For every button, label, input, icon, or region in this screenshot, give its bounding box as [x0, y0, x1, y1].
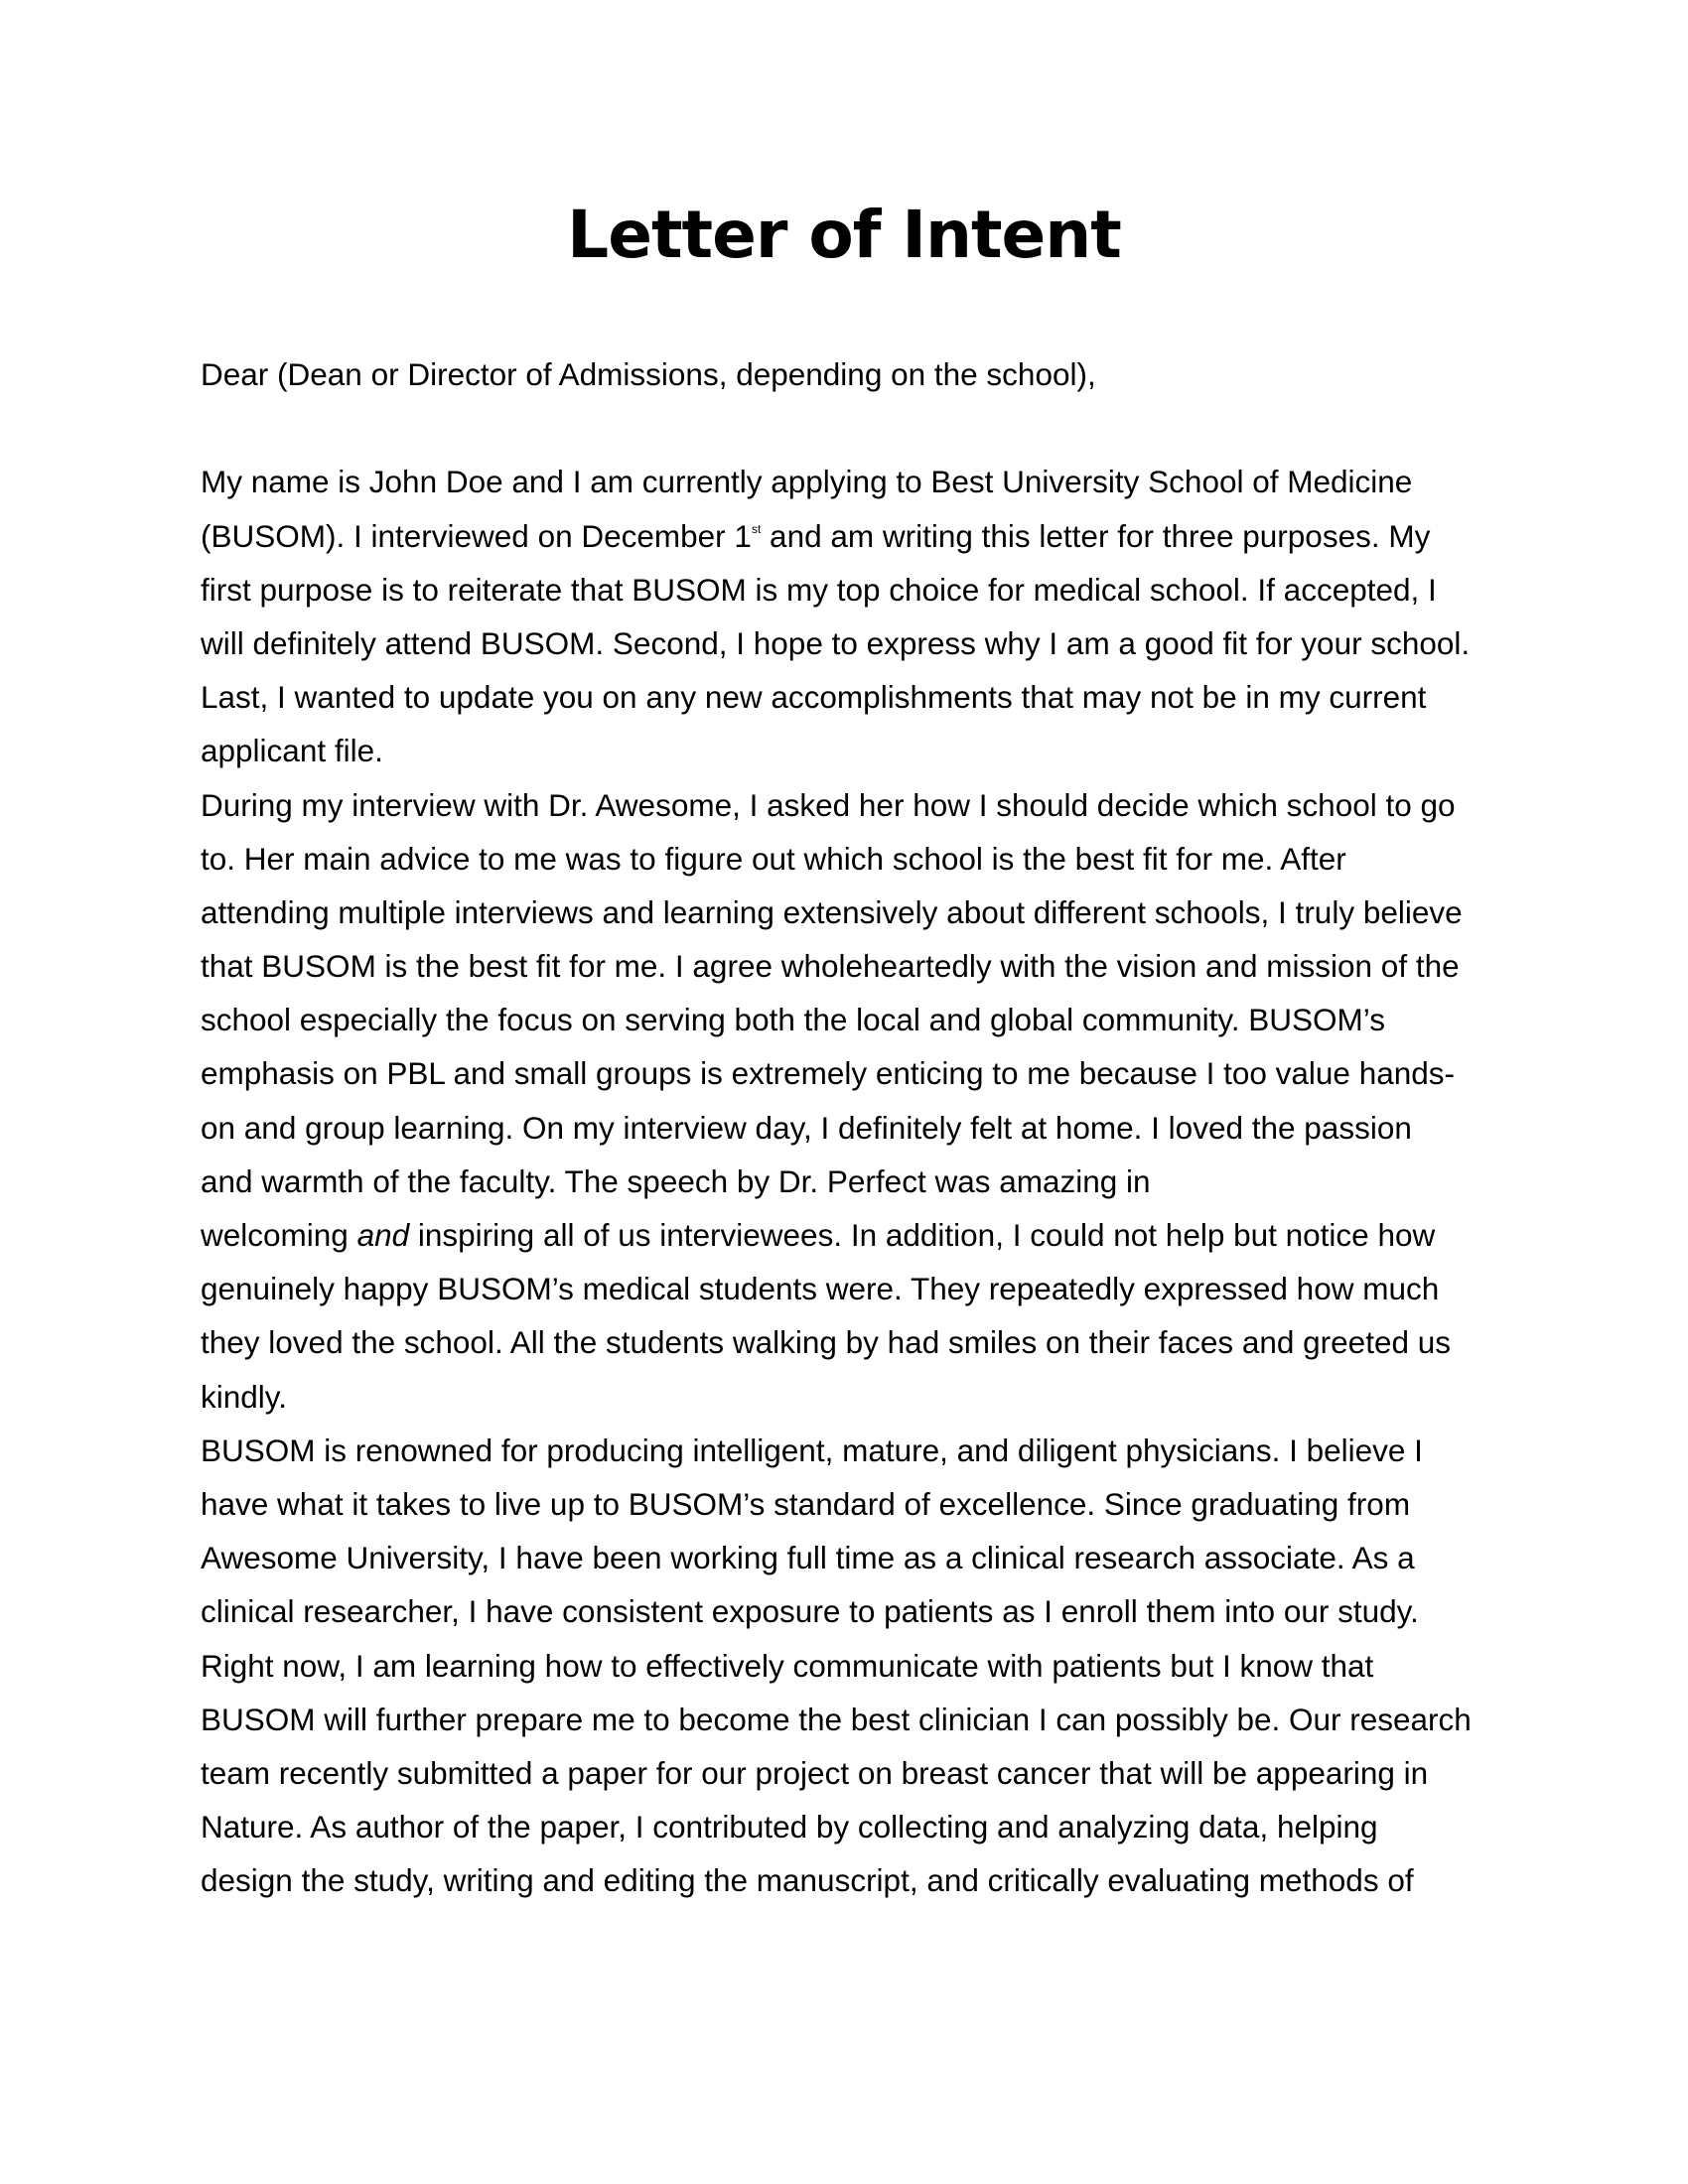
paragraph [201, 455, 1551, 777]
text-line [201, 563, 1551, 616]
text-line [201, 1853, 1551, 1907]
text-segment: and am writing this letter for three purposes. My [761, 517, 1431, 554]
text-segment: BUSOM will further prepare me to become the best clinician I can possibly be. Our research [201, 1701, 1472, 1737]
paragraph-spacer [201, 401, 1551, 455]
text-line [201, 778, 1551, 832]
text-line [201, 1424, 1551, 1477]
text-line [201, 724, 1551, 777]
text-line [201, 1155, 1551, 1208]
text-line [201, 832, 1551, 886]
text-line [201, 1477, 1551, 1531]
text-segment: (BUSOM). I interviewed on December 1 [201, 517, 752, 554]
text-line [201, 1584, 1551, 1638]
text-line [201, 1639, 1551, 1693]
text-segment: genuinely happy BUSOM’s medical students were. They repeatedly expressed how much [201, 1271, 1440, 1307]
text-line [201, 1746, 1551, 1800]
text-segment: on and group learning. On my interview day, I definitely felt at home. I loved the passion [201, 1109, 1412, 1146]
salutation: Dear (Dean or Director of Admissions, depending on the school), [201, 356, 1096, 392]
text-segment: attending multiple interviews and learning extensively about different schools, I truly believe [201, 893, 1463, 930]
paragraph [201, 1424, 1551, 1908]
text-line [201, 670, 1551, 724]
letter-body [201, 347, 1551, 1907]
text-segment: they loved the school. All the students walking by had smiles on their faces and greeted us [201, 1324, 1452, 1361]
text-segment: Awesome University, I have been working full time as a clinical research associate. As a [201, 1540, 1415, 1576]
superscript-text: st [751, 521, 762, 536]
text-segment: to. Her main advice to me was to figure out which school is the best fit for me. After [201, 840, 1346, 877]
text-segment: first purpose is to reiterate that BUSOM is my top choice for medical school. If accepted, I [201, 571, 1437, 608]
text-segment: Right now, I am learning how to effectively communicate with patients but I know that [201, 1647, 1374, 1684]
text-segment: BUSOM is renowned for producing intelligent, mature, and diligent physicians. I believe I [201, 1432, 1423, 1468]
text-segment: welcoming [201, 1217, 357, 1253]
text-line [201, 939, 1551, 993]
text-line [201, 455, 1551, 508]
text-segment: have what it takes to live up to BUSOM’s standard of excellence. Since graduating from [201, 1485, 1411, 1522]
text-segment: will definitely attend BUSOM. Second, I hope to express why I am a good fit for your school. [201, 624, 1471, 661]
text-line [201, 509, 1551, 563]
text-line [201, 1315, 1551, 1369]
text-line [201, 1046, 1551, 1100]
text-segment: applicant file. [201, 733, 383, 769]
text-segment: design the study, writing and editing the manuscript, and critically evaluating methods of [201, 1862, 1414, 1899]
text-segment: and warmth of the faculty. The speech by Dr. Perfect was amazing in [201, 1162, 1151, 1199]
text-line [201, 1262, 1551, 1315]
text-segment: emphasis on PBL and small groups is extremely enticing to me because I too value hands- [201, 1055, 1456, 1092]
text-line [201, 616, 1551, 670]
text-line [201, 1208, 1551, 1262]
text-line [201, 1370, 1551, 1424]
text-segment: team recently submitted a paper for our project on breast cancer that will be appearing in [201, 1754, 1429, 1791]
text-line [201, 886, 1551, 939]
text-segment: clinical researcher, I have consistent exposure to patients as I enroll them into our study. [201, 1593, 1419, 1630]
text-line [201, 993, 1551, 1046]
paragraph [201, 778, 1551, 1424]
text-line [201, 1800, 1551, 1853]
text-segment: My name is John Doe and I am currently applying to Best University School of Medicine [201, 464, 1413, 500]
letter-paragraphs [201, 455, 1551, 1907]
text-segment: school especially the focus on serving both the local and global community. BUSOM’s [201, 1002, 1385, 1038]
text-segment: Nature. As author of the paper, I contributed by collecting and analyzing data, helping [201, 1809, 1378, 1845]
text-segment: During my interview with Dr. Awesome, I asked her how I should decide which school to go [201, 786, 1456, 823]
emphasis-text: and [356, 1217, 410, 1253]
text-line [201, 1531, 1551, 1584]
document-title: Letter of Intent [567, 197, 1121, 273]
text-segment: inspiring all of us interviewees. In addition, I could not help but notice how [409, 1217, 1436, 1253]
text-line [201, 1101, 1551, 1155]
text-line [201, 1693, 1551, 1746]
text-segment: kindly. [201, 1378, 287, 1415]
text-segment: Last, I wanted to update you on any new accomplishments that may not be in my current [201, 679, 1427, 716]
text-segment: that BUSOM is the best fit for me. I agree wholeheartedly with the vision and mission of the [201, 948, 1460, 985]
